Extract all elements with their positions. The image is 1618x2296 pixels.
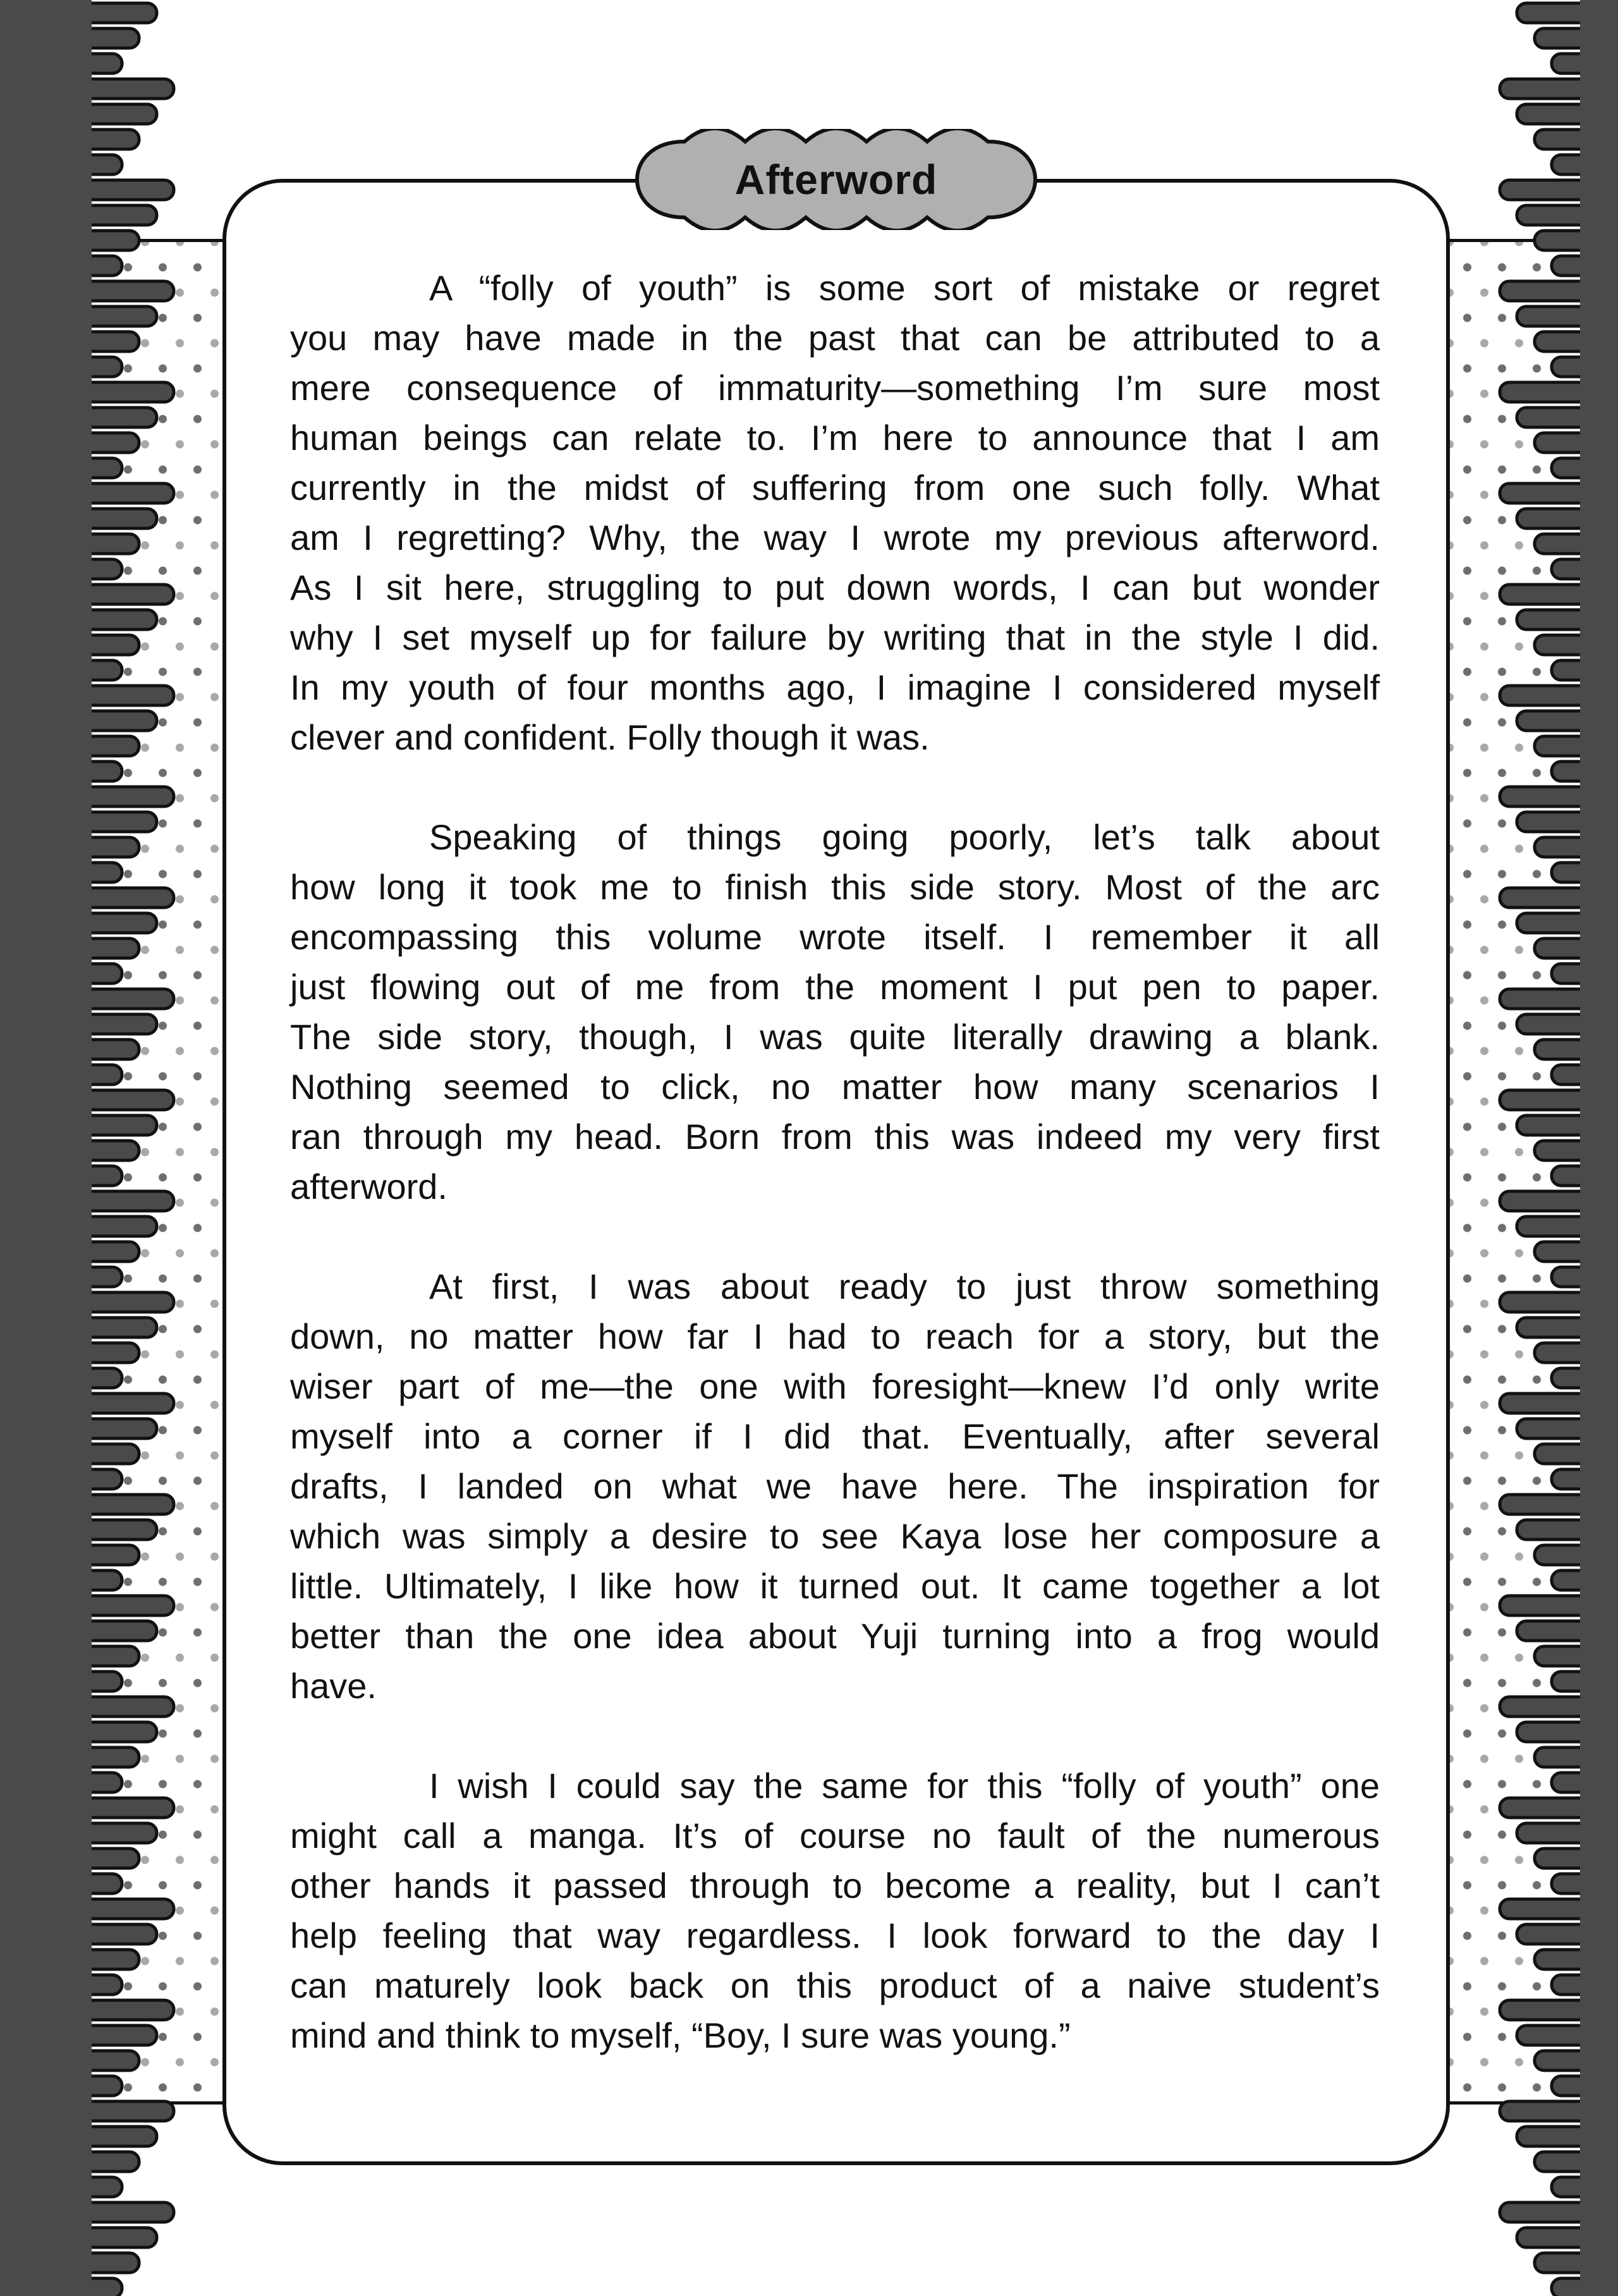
title-badge (634, 129, 1038, 230)
afterword-body (290, 263, 1380, 2110)
text-line: am I regretting? Why, the way I wrote my previous afterword. (290, 518, 1380, 557)
text-line: help feeling that way regardless. I look forward to the day I (290, 1916, 1380, 1955)
text-line: clever and confident. Folly though it was. (290, 717, 930, 757)
text-line: other hands it passed through to become a reality, but I can’t (290, 1866, 1380, 1905)
text-line: As I sit here, struggling to put down words, I can but wonder (290, 568, 1380, 607)
text-line: down, no matter how far I had to reach for a story, but the (290, 1316, 1380, 1356)
text-line: might call a manga. It’s of course no fault of the numerous (290, 1816, 1380, 1856)
dark-strip (0, 0, 92, 2296)
text-line: A “folly of youth” is some sort of mistake or regret (429, 268, 1380, 308)
text-line: currently in the midst of suffering from one such folly. What (290, 468, 1380, 507)
text-line: encompassing this volume wrote itself. I remember it all (290, 917, 1380, 957)
text-line: which was simply a desire to see Kaya lose her composure a (290, 1516, 1380, 1556)
text-line: how long it took me to finish this side story. Most of the arc (290, 867, 1380, 907)
text-line: Speaking of things going poorly, let’s talk about (429, 817, 1380, 857)
text-line: can maturely look back on this product of a naive student’s (290, 1965, 1380, 2005)
text-line: human beings can relate to. I’m here to announce that I am (290, 418, 1380, 458)
text-line: In my youth of four months ago, I imagine I considered myself (290, 667, 1380, 707)
paragraph (290, 812, 1380, 1212)
text-line: mere consequence of immaturity—something I’m sure most (290, 368, 1380, 408)
page-title: Afterword (734, 156, 938, 203)
text-line: have. (290, 1666, 377, 1706)
text-line: The side story, though, I was quite literally drawing a blank. (290, 1017, 1380, 1057)
text-line: At first, I was about ready to just throw something (429, 1266, 1380, 1306)
dark-strip (1580, 0, 1618, 2296)
text-line: Nothing seemed to click, no matter how many scenarios I (290, 1067, 1380, 1107)
text-line: I wish I could say the same for this “folly of youth” one (429, 1766, 1380, 1806)
comb-border-right (1479, 0, 1618, 2296)
comb-border-left (0, 0, 190, 2296)
text-line: afterword. (290, 1167, 447, 1206)
text-line: ran through my head. Born from this was indeed my very first (290, 1117, 1380, 1157)
text-line: wiser part of me—the one with foresight—knew I’d only write (290, 1366, 1380, 1406)
paragraph (290, 1261, 1380, 1711)
text-line: you may have made in the past that can be attributed to a (290, 318, 1380, 358)
text-line: little. Ultimately, I like how it turned out. It came together a lot (290, 1566, 1380, 1606)
paragraph (290, 1761, 1380, 2060)
text-line: drafts, I landed on what we have here. The inspiration for (290, 1466, 1380, 1506)
paragraph (290, 263, 1380, 762)
text-line: just flowing out of me from the moment I put pen to paper. (290, 967, 1380, 1007)
text-line: why I set myself up for failure by writing that in the style I did. (290, 617, 1380, 657)
text-line: myself into a corner if I did that. Eventually, after several (290, 1416, 1380, 1456)
text-line: better than the one idea about Yuji turning into a frog would (290, 1616, 1380, 1656)
text-line: mind and think to myself, “Boy, I sure was young.” (290, 2015, 1071, 2055)
